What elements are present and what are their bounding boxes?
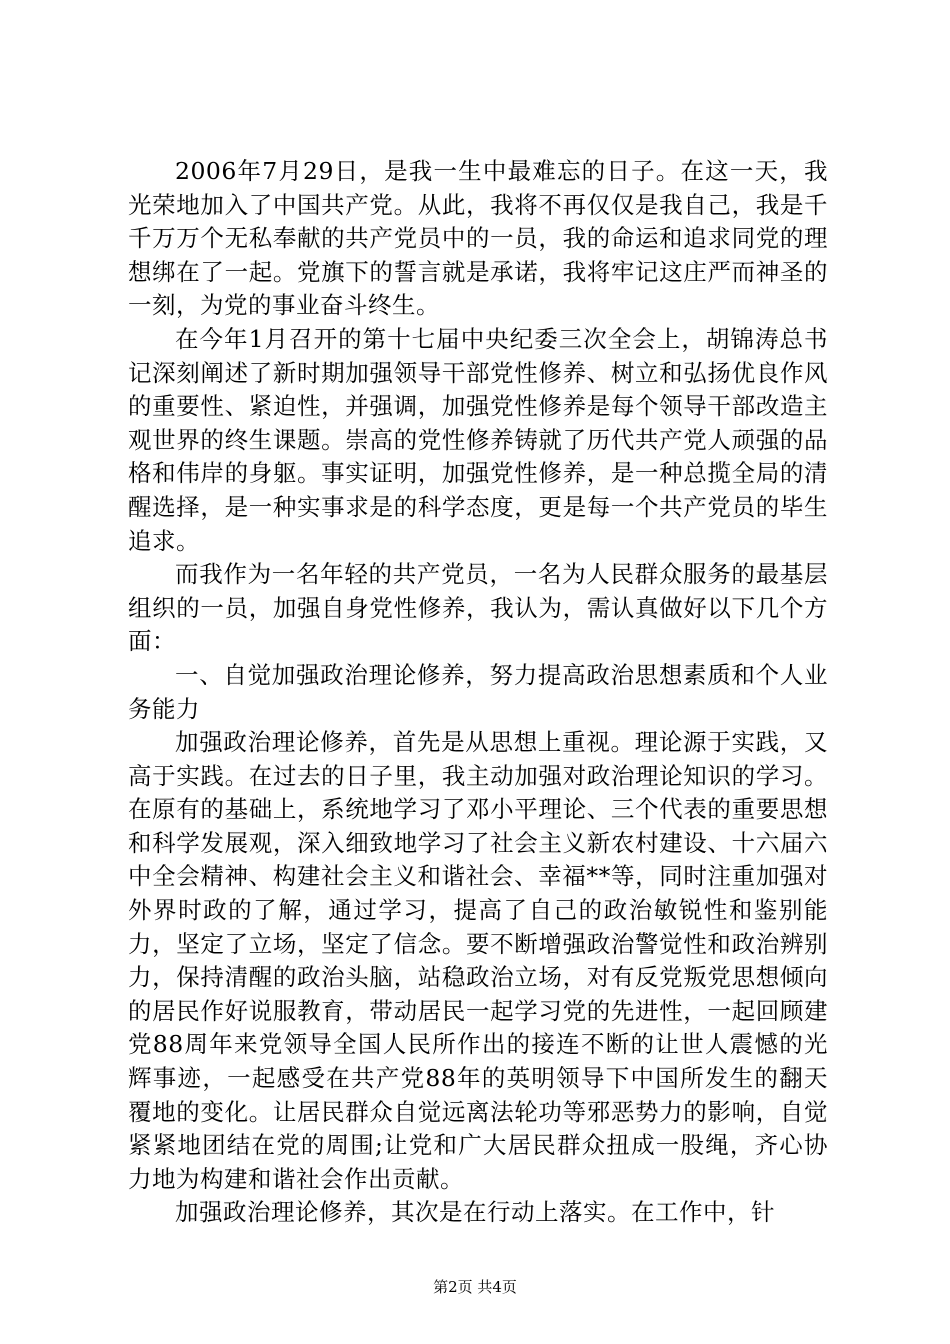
section-heading-one: 一、自觉加强政治理论修养，努力提高政治思想素质和个人业务能力 — [128, 660, 828, 723]
paragraph-theory-study: 加强政治理论修养，首先是从思想上重视。理论源于实践，又高于实践。在过去的日子里，我主动加强对政治理论知识的学习。在原有的基础上，系统地学习了邓小平理论、三个代表的重要思想和科学发展观，深入细致地学习了社会主义新农村建设、十六届六中全会精神、构建社会主义和谐社会、幸福**等，同时注重加强对外界时政的了解，通过学习，提高了自己的政治敏锐性和鉴别能力，坚定了立场，坚定了信念。要不断增强政治警觉性和政治辨别力，保持清醒的政治头脑，站稳政治立场，对有反党叛党思想倾向的居民作好说服教育，带动居民一起学习党的先进性，一起回顾建党88周年来党领导全国人民所作出的接连不断的让世人震憾的光辉事迹，一起感受在共产党88年的英明领导下中国所发生的翻天覆地的变化。让居民群众自觉远离法轮功等邪恶势力的影响，自觉紧紧地团结在党的周围;让党和广大居民群众扭成一股绳，齐心协力地为构建和谐社会作出贡献。 — [128, 728, 828, 1193]
page-number-footer: 第2页 共4页 — [433, 1278, 517, 1296]
paragraph-joining-party: 2006年7月29日，是我一生中最难忘的日子。在这一天，我光荣地加入了中国共产党。从此，我将不再仅仅是我自己，我是千千万万个无私奉献的共产党员中的一员，我的命运和追求同党的理想绑在了一起。党旗下的誓言就是承诺，我将牢记这庄严而神圣的一刻，为党的事业奋斗终生。 — [128, 157, 828, 320]
paragraph-theory-action: 加强政治理论修养，其次是在行动上落实。在工作中，针 — [175, 1198, 775, 1227]
document-body — [128, 155, 828, 1230]
paragraph-aspects-intro: 而我作为一名年轻的共产党员，一名为人民群众服务的最基层组织的一员，加强自身党性修养，我认为，需认真做好以下几个方面： — [128, 560, 828, 656]
paragraph-party-spirit: 在今年1月召开的第十七届中央纪委三次全会上，胡锦涛总书记深刻阐述了新时期加强领导干部党性修养、树立和弘扬优良作风的重要性、紧迫性，并强调，加强党性修养是每个领导干部改造主观世界的终生课题。崇高的党性修养铸就了历代共产党人顽强的品格和伟岸的身躯。事实证明，加强党性修养，是一种总揽全局的清醒选择，是一种实事求是的科学态度，更是每一个共产党员的毕生追求。 — [128, 324, 828, 555]
